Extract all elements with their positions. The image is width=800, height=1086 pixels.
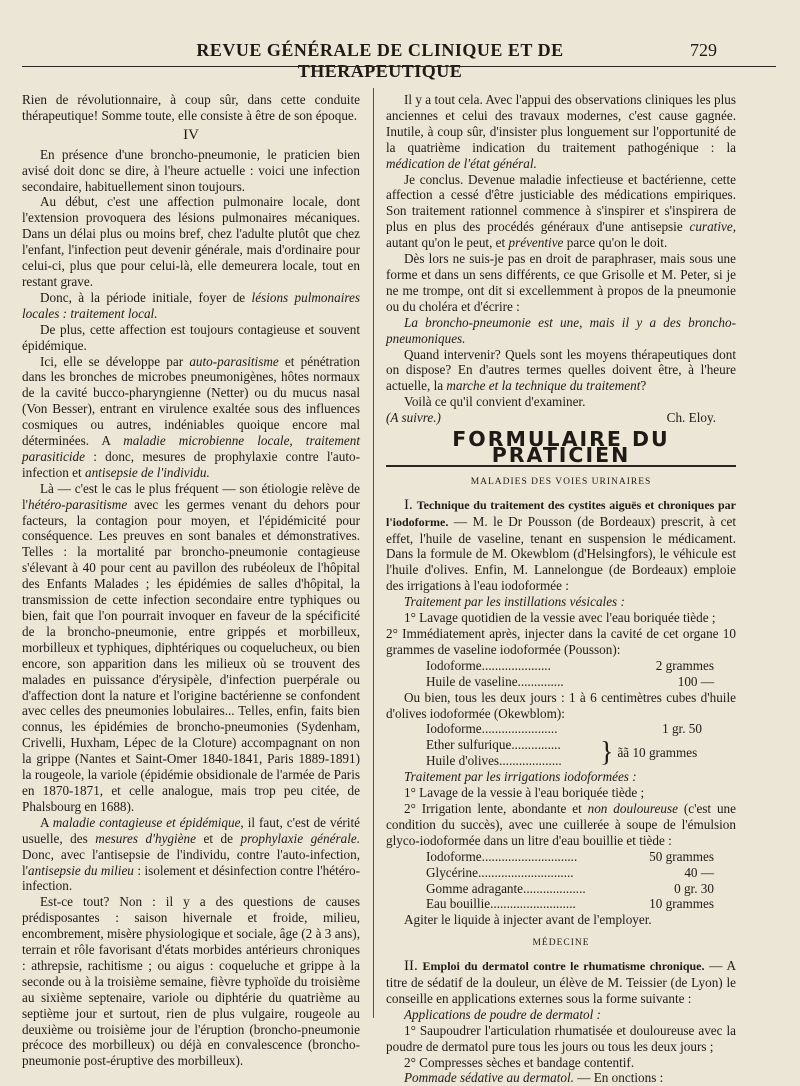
- instruction: Pommade sédative au dermatol. — En onctions :: [404, 1070, 664, 1086]
- instruction: 2° Irrigation lente, abondante et non douloureuse (c'est une condition du succès), avec une cuillerée à soupe de l'émulsion glyco-iodoformée dans un litre d'eau bouillie et tiède :: [386, 800, 736, 848]
- section-numeral: IV: [183, 126, 199, 143]
- recipe-row: Iodoforme............................. 50 grammes: [426, 848, 714, 864]
- instruction: 1° Lavage de la vessie à l'eau boriquée tiède ;: [404, 785, 645, 801]
- subheading: Applications de poudre de dermatol :: [404, 1006, 601, 1022]
- formula-entry: I. Technique du traitement des cystites aiguës et chroniques par l'iodoforme. — M. le Dr Pousson (de Bordeaux) prescrit, à cet effet, l'huile de vaseline, tenant en suspension le médicament. Dans la formule de M. Okewblom (d'Helsingfors), le véhicule est l'huile d'olives. Enfin, M. Lannelongue (de Bordeaux) emploie des irrigations à l'eau iodoformée :: [386, 496, 737, 594]
- paragraph: Voilà ce qu'il convient d'examiner.: [404, 394, 586, 410]
- recipe-okewblom: [426, 721, 736, 737]
- formula-entry: II. Emploi du dermatol contre le rhumatisme chronique. — A titre de sédatif de la douleur, un élève de M. Teissier (de Lyon) le conseille en applications externes sous la forme suivante :: [386, 958, 737, 1006]
- brace-quantity: ãã 10 grammes: [617, 745, 698, 761]
- paragraph: Dès lors ne suis-je pas en droit de paraphraser, mais sous une forme et dans un sens différents, ce que Grisolle et M. Peter, si je ne me trompe, ont dit si excellemment à propos de la pneumonie ou du choléra et d'écrire :: [386, 251, 736, 314]
- subsection-heading: MÉDECINE: [532, 938, 590, 949]
- recipe-lannelongue: [426, 849, 736, 913]
- paragraph: Donc, à la période initiale, foyer de lésions pulmonaires locales : traitement local.: [22, 289, 360, 321]
- instruction: 1° Lavage quotidien de la vessie avec l'eau boriquée tiède ;: [404, 610, 716, 626]
- subheading: Traitement par les instillations vésicales :: [404, 594, 625, 610]
- author-signature: Ch. Eloy.: [666, 410, 716, 426]
- continuation-note: (A suivre.): [386, 410, 441, 426]
- subsection-heading: MALADIES DES VOIES URINAIRES: [470, 476, 652, 487]
- instruction: 2° Compresses sèches et bandage contentif.: [404, 1054, 635, 1070]
- recipe-row: Iodoforme....................... 1 gr. 50: [426, 721, 702, 737]
- header-rule: [22, 66, 776, 67]
- recipe-row: Gomme adragante................... 0 gr. 30: [426, 880, 714, 896]
- paragraph: Il y a tout cela. Avec l'appui des observations cliniques les plus anciennes et celui des travaux modernes, c'est cause gagnée. Inutile, à coup sûr, d'insister plus longuement sur l'opportunité de la quatrième indication du traitement pathogénique : la médication de l'état général.: [386, 92, 736, 171]
- paragraph: Au début, c'est une affection pulmonaire locale, dont l'extension provoquera des lésions pulmonaires mécaniques. Dans un délai plus ou moins bref, chez l'adulte plutôt que chez l'enfant, l'infection peut devenir générale, mais d'ordinaire pour celui-ci, plus que pour celui-là, elle demeurera locale, tout en restant grave.: [22, 194, 360, 289]
- right-column: [386, 92, 736, 1086]
- paragraph: Est-ce tout? Non : il y a des questions de causes prédisposantes : saison hivernale et froide, milieu, encombrement, misère physiologique et sociale, âge (2 à 3 ans), terrain et rôle favorisant d'états morbides antérieurs chroniques : athrepsie, rachitisme ; ou aigus : coqueluche et grippe à la seconde ou à la troisième semaine, fièvre typhoïde du troisième au sixième septenaire, variole ou diphtérie du quatrième au septième jour et surtout, rien de plus vulgaire, rougeole au deuxième ou troisième jour de l'éruption (broncho-pneumonie précoce des morbilleux) ou déjà en convalescence (broncho-pneumonie post-éruptive des morbilleux).: [22, 894, 360, 1069]
- instruction: Agiter le liquide à injecter avant de l'employer.: [404, 912, 652, 928]
- page-header: [0, 40, 800, 81]
- recipe-row: Iodoforme..................... 2 grammes: [426, 657, 714, 673]
- recipe-brace-group: [426, 737, 736, 769]
- recipe-row: Huile d'olives...................: [426, 753, 562, 769]
- paragraph: Rien de révolutionnaire, à coup sûr, dans cette conduite thérapeutique! Somme toute, elle consiste à être de son époque.: [22, 92, 360, 123]
- column-divider: [373, 88, 374, 1018]
- recipe-row: Huile de vaseline.............. 100 —: [426, 673, 714, 689]
- recipe-row: Eau bouillie.......................... 10 grammes: [426, 896, 714, 912]
- paragraph: Quand intervenir? Quels sont les moyens thérapeutiques dont on dispose? En d'autres termes quelles doivent être, à l'heure actuelle, la marche et la technique du traitement?: [386, 346, 736, 394]
- paragraph: Je conclus. Devenue maladie infectieuse et bactérienne, cette affection a cessé d'être justiciable des médications empiriques. Son traitement rationnel commence à s'inspirer et s'inspirera de plus en plus des procédés généraux d'une antisepsie curative, autant qu'on le peut, et préventive parce qu'on le doit.: [386, 171, 736, 251]
- page-number: 729: [690, 40, 717, 60]
- journal-title: REVUE GÉNÉRALE DE CLINIQUE ET DE THERAPEUTIQUE: [196, 40, 564, 81]
- instruction: 2° Immédiatement après, injecter dans la cavité de cet organe 10 grammes de vaseline iodoformée (Pousson):: [386, 626, 736, 657]
- brace-glyph: }: [600, 737, 614, 769]
- paragraph: Ou bien, tous les deux jours : 1 à 6 centimètres cubes d'huile d'olives iodoformée (Okewblom):: [386, 689, 736, 721]
- paragraph: De plus, cette affection est toujours contagieuse et souvent épidémique.: [22, 321, 360, 353]
- signature-row: [386, 410, 736, 426]
- paragraph: Là — c'est le cas le plus fréquent — son étiologie relève de l'hétéro-parasitisme avec les germes venant du dehors pour facteurs, la contagion pour moyen, et l'épidémicité pour conséquence. Les preuves en sont banales et démonstratives. Telles : la mortalité par broncho-pneumonie contagieuse s'élevant à 40 pour cent au pavillon des rubéoleux de l'hôpital des Enfants Malades ; les épidémies de salles d'hôpital, la transmission de cette infection secondaire entre typhiques ou bien, fait que l'on pourrait invoquer en faveur de la spécificité de la broncho-pneumonie, entre grippés et morbilleux, morbilleux et typhiques, diphtériques ou coquelucheux, ou bien encore, son apparition dans les milieux où se trouvent des malades en puissance d'érysipèle, d'infection puerpérale ou d'affection dont la nature et l'origine bactérienne se confondent avec celles des pneumonies lobulaires... Telles, enfin, faits bien connus, les épidémies de broncho-pneumonies (Sydenham, Crivelli, Huxham, Lépec de la Cloture) accompagnant on non la grippe (Nantes et Saint-Omer 1840-1841, Paris 1889-1891) la rougeole, la variole (épidémie obsidionale de l'armée de Paris en 1870-1871, et celle analogue, mais trop peu citée, de Phalsbourg en 1688).: [22, 480, 360, 814]
- subheading: Traitement par les irrigations iodoformées :: [404, 769, 637, 785]
- left-column: [22, 92, 360, 1069]
- paragraph: En présence d'une broncho-pneumonie, le praticien bien avisé doit donc se dire, à l'heure actuelle : voici une infection secondaire, habituellement sinon toujours.: [22, 146, 360, 194]
- paragraph: La broncho-pneumonie est une, mais il y a des broncho-pneumoniques.: [386, 314, 736, 346]
- recipe-row: Ether sulfurique...............: [426, 737, 561, 753]
- recipe-row: Glycérine............................. 40 —: [426, 864, 714, 880]
- instruction: 1° Saupoudrer l'articulation rhumatisée et douloureuse avec la poudre de dermatol pure tous les jours ou tous les deux jours ;: [386, 1022, 736, 1054]
- paragraph: A maladie contagieuse et épidémique, il faut, c'est de vérité usuelle, des mesures d'hygiène et de prophylaxie générale. Donc, avec l'antisepsie de l'individu, contre l'auto-infection, l'antisepsie du milieu : isolement et désinfection contre l'hétéro-infection.: [22, 814, 361, 894]
- recipe-pousson: [426, 658, 736, 690]
- paragraph: Ici, elle se développe par auto-parasitisme et pénétration dans les bronches de microbes pneumonigènes, hôtes normaux de la cavité bucco-pharyngienne (Netter) ou du mucus nasal (Von Besser), entrant en virulence exaltée sous des influences cosmiques ou autres, indéniables quoique encore mal déterminées. A maladie microbienne locale, traitement parasiticide : donc, mesures de prophylaxie contre l'auto-infection et antisepsie de l'individu.: [22, 353, 360, 480]
- section-title: FORMULAIRE DU PRATICIEN: [386, 432, 736, 467]
